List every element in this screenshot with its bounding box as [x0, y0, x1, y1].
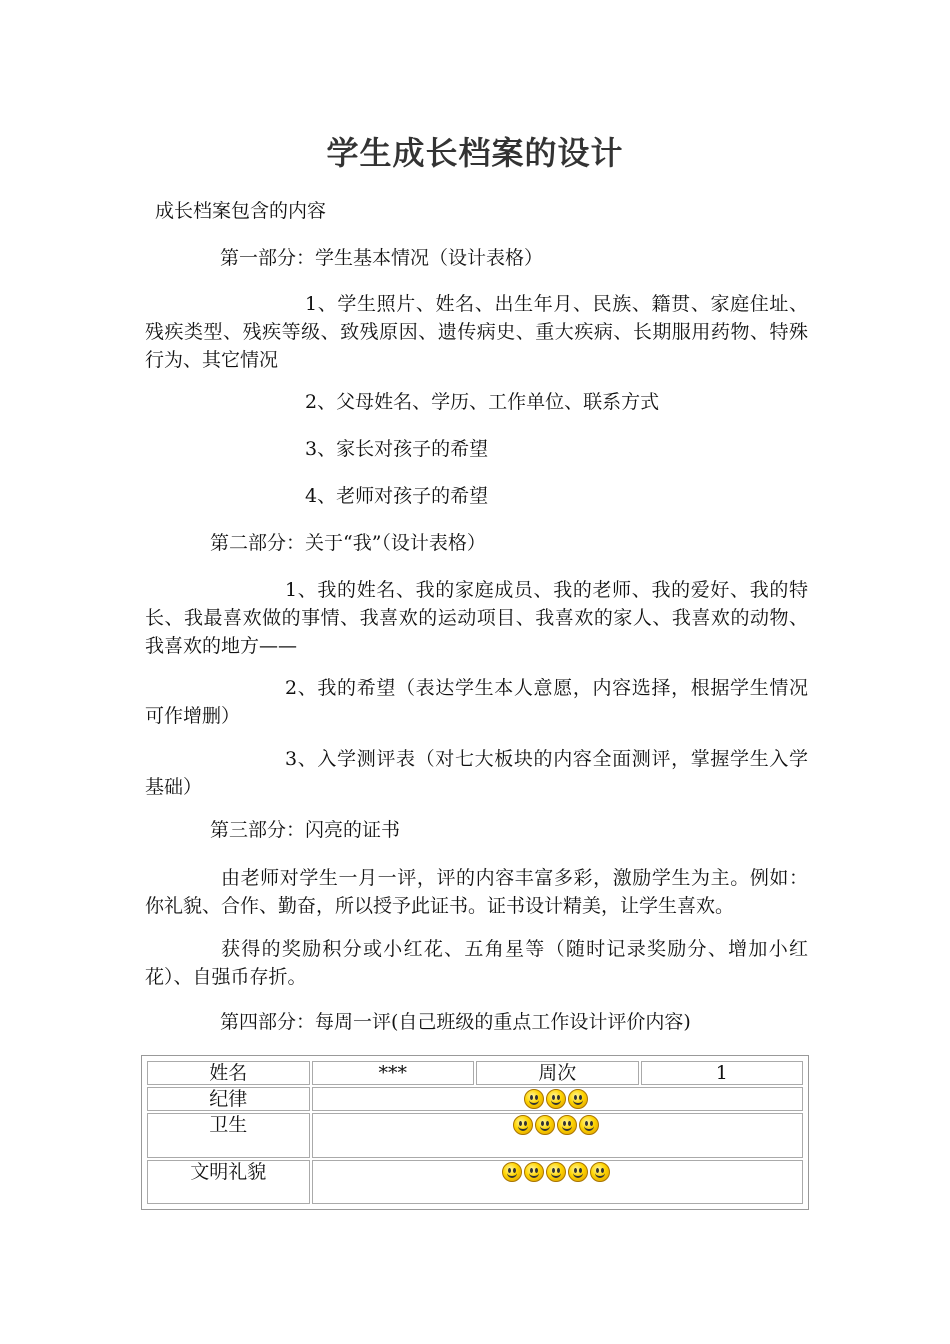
paragraph-item: 1、我的姓名、我的家庭成员、我的老师、我的爱好、我的特长、我最喜欢做的事情、我喜欢的运动项目、我喜欢的家人、我喜欢的动物、我喜欢的地方——	[145, 579, 808, 657]
paragraph-item: 2、父母姓名、学历、工作单位、联系方式	[305, 391, 660, 413]
section-heading-4: 第四部分：每周一评(自己班级的重点工作设计评价内容)	[220, 1011, 691, 1033]
smiley-cell	[312, 1160, 804, 1204]
section-heading-2: 第二部分：关于“我”（设计表格）	[210, 532, 486, 554]
table-cell: 纪律	[147, 1087, 310, 1111]
paragraph-item: 2、我的希望（表达学生本人意愿，内容选择，根据学生情况可作增删）	[145, 677, 808, 727]
smiley-icon	[557, 1115, 577, 1135]
table-row	[147, 1160, 803, 1204]
smiley-icon	[524, 1162, 544, 1182]
smiley-cell	[312, 1113, 804, 1157]
paragraph-item: 获得的奖励积分或小红花、五角星等（随时记录奖励分、增加小红花）、自强币存折。	[145, 938, 808, 988]
paragraph-item: 1、学生照片、姓名、出生年月、民族、籍贯、家庭住址、残疾类型、残疾等级、致残原因、遗传病史、重大疾病、长期服用药物、特殊行为、其它情况	[145, 293, 808, 371]
table-cell: 卫生	[147, 1113, 310, 1157]
document-title: 学生成长档案的设计	[326, 134, 624, 172]
table-cell: 周次	[476, 1061, 639, 1085]
weekly-evaluation-table	[141, 1055, 809, 1210]
table-cell: 文明礼貌	[147, 1160, 310, 1204]
smiley-icon	[568, 1089, 588, 1109]
smiley-icon	[524, 1089, 544, 1109]
table-cell: 1	[641, 1061, 804, 1085]
table-cell: ***	[312, 1061, 475, 1085]
smiley-icon	[535, 1115, 555, 1135]
smiley-icon	[546, 1089, 566, 1109]
smiley-icon	[502, 1162, 522, 1182]
smiley-icon	[590, 1162, 610, 1182]
smiley-icon	[546, 1162, 566, 1182]
smiley-cell	[312, 1087, 804, 1111]
section-heading-1: 第一部分：学生基本情况（设计表格）	[220, 247, 544, 269]
table-header-row	[147, 1061, 803, 1085]
section-heading-3: 第三部分：闪亮的证书	[210, 819, 401, 841]
paragraph-item: 4、老师对孩子的希望	[305, 485, 489, 507]
smiley-icon	[568, 1162, 588, 1182]
paragraph-item: 3、家长对孩子的希望	[305, 438, 489, 460]
paragraph-intro: 成长档案包含的内容	[155, 200, 327, 222]
paragraph-item: 3、入学测评表（对七大板块的内容全面测评，掌握学生入学基础）	[145, 748, 808, 798]
table-row	[147, 1113, 803, 1157]
smiley-icon	[513, 1115, 533, 1135]
smiley-icon	[579, 1115, 599, 1135]
table-row	[147, 1087, 803, 1111]
table-cell: 姓名	[147, 1061, 310, 1085]
paragraph-item: 由老师对学生一月一评，评的内容丰富多彩，激励学生为主。例如：你礼貌、合作、勤奋，所以授予此证书。证书设计精美，让学生喜欢。	[145, 867, 808, 917]
